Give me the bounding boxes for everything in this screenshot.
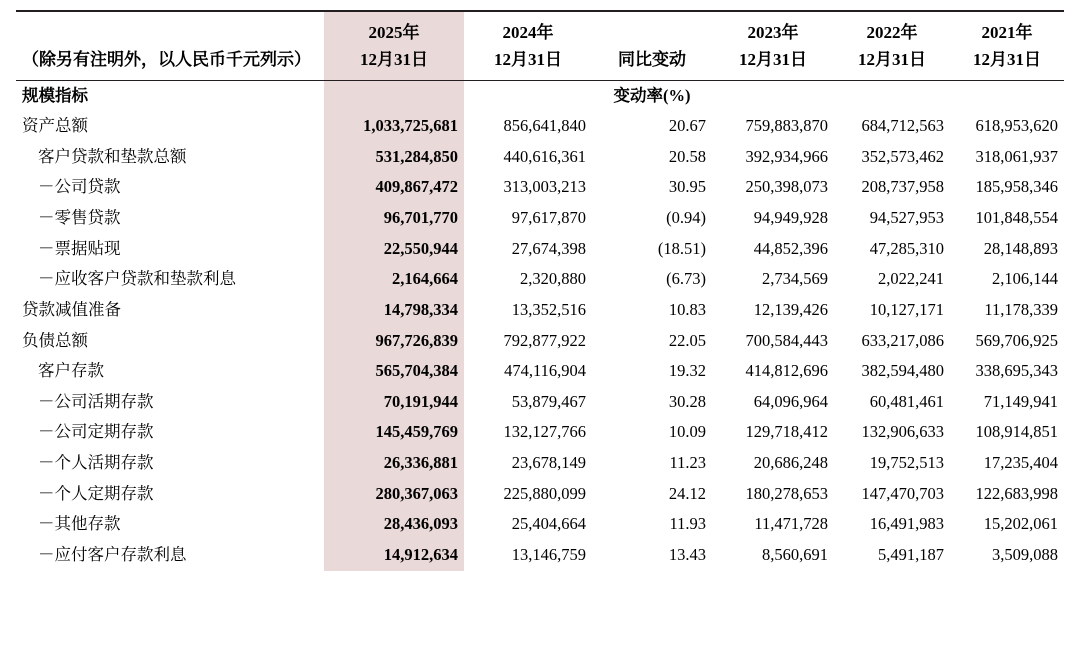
row-value-y2023: 20,686,248 — [753, 453, 828, 472]
row-value-y2024: 132,127,766 — [503, 422, 586, 442]
section-label-cell — [16, 80, 324, 111]
row-value-y2023: 759,883,870 — [745, 116, 828, 136]
row-value-y2022: 60,481,461 — [869, 391, 944, 411]
row-value-y2024: 27,674,398 — [511, 238, 586, 258]
table-row — [16, 448, 1064, 479]
financial-summary-table — [16, 10, 1064, 571]
row-value-y2025: 967,726,839 — [324, 326, 464, 357]
row-label: －个人活期存款 — [38, 453, 154, 472]
row-value-y2023: 392,934,966 — [745, 146, 828, 166]
row-value-y2022: 5,491,187 — [878, 544, 944, 564]
header-year-label-y2025: 2025年 — [368, 23, 420, 42]
row-label: －公司贷款 — [38, 177, 121, 197]
row-value-y2021: 2,106,144 — [992, 269, 1058, 289]
row-value-change: 10.83 — [668, 299, 706, 319]
row-value-y2021: 569,706,925 — [975, 330, 1058, 350]
table-section-row — [16, 80, 1064, 111]
row-value-y2023: 11,471,728 — [754, 514, 828, 534]
header-date-chg — [592, 46, 712, 79]
row-value-y2024: 97,617,870 — [511, 208, 586, 227]
row-value-change: 20.67 — [668, 116, 706, 136]
row-label-cell — [16, 509, 324, 540]
table-row — [16, 479, 1064, 510]
row-value-y2021: 11,178,339 — [984, 299, 1058, 319]
header-date-label-y2025: 12月31日 — [360, 50, 428, 70]
row-value-y2022: 352,573,462 — [861, 146, 944, 166]
row-value-y2021: 618,953,620 — [975, 116, 1058, 136]
header-date-label-y2022: 12月31日 — [858, 50, 926, 70]
row-value-y2025: 14,912,634 — [324, 540, 464, 571]
row-value-y2025: 22,550,944 — [324, 234, 464, 265]
row-value-y2025: 14,798,334 — [324, 295, 464, 326]
row-label: －公司活期存款 — [38, 391, 154, 411]
row-value-change: 30.95 — [668, 177, 706, 197]
row-value-y2021: 108,914,851 — [975, 422, 1058, 442]
row-value-y2023: 700,584,443 — [745, 330, 828, 350]
row-value-y2024: 440,616,361 — [503, 146, 586, 166]
row-value-y2024: 225,880,099 — [503, 483, 586, 503]
row-value-y2021: 122,683,998 — [975, 483, 1058, 503]
row-label-cell — [16, 479, 324, 510]
row-value-y2023: 2,734,569 — [762, 269, 828, 289]
row-value-y2021: 338,695,343 — [975, 361, 1058, 381]
row-value-y2025: 2,164,664 — [324, 264, 464, 295]
row-value-y2021: 101,848,554 — [975, 208, 1058, 227]
row-value-y2022: 382,594,480 — [861, 361, 944, 381]
row-value-y2023: 414,812,696 — [745, 361, 828, 381]
row-label: －应付客户存款利息 — [38, 544, 187, 564]
row-value-y2025: 70,191,944 — [324, 387, 464, 418]
row-value-y2023: 94,949,928 — [753, 208, 828, 227]
change-unit-label: 变动率(%) — [613, 85, 691, 105]
row-value-y2022: 147,470,703 — [861, 483, 944, 503]
header-year-y2022 — [834, 11, 950, 46]
row-value-change: 13.43 — [668, 544, 706, 564]
table-header-date-row — [16, 46, 1064, 79]
row-label: －零售贷款 — [38, 208, 121, 227]
header-date-label-y2021: 12月31日 — [973, 50, 1041, 70]
row-label-cell — [16, 234, 324, 265]
row-value-y2025: 26,336,881 — [324, 448, 464, 479]
row-value-y2021: 15,202,061 — [983, 514, 1058, 534]
row-value-y2024: 792,877,922 — [503, 330, 586, 350]
row-value-y2023: 64,096,964 — [753, 391, 828, 411]
table-row — [16, 417, 1064, 448]
row-value-y2022: 16,491,983 — [869, 514, 944, 534]
header-year-label-chg — [592, 23, 712, 36]
row-label: 负债总额 — [22, 330, 88, 350]
row-value-y2024: 13,352,516 — [511, 299, 586, 319]
section-label: 规模指标 — [22, 85, 88, 105]
row-value-y2021: 28,148,893 — [983, 238, 1058, 258]
table-row — [16, 172, 1064, 203]
section-blank-y2025 — [324, 80, 464, 111]
header-year-label-y2022: 2022年 — [866, 23, 918, 42]
row-label: －个人定期存款 — [38, 483, 154, 503]
row-value-y2022: 47,285,310 — [869, 238, 944, 258]
row-value-y2021: 17,235,404 — [983, 453, 1058, 472]
row-label: －应收客户贷款和垫款利息 — [38, 269, 236, 289]
row-value-y2025: 96,701,770 — [324, 203, 464, 234]
row-label: 贷款减值准备 — [22, 299, 121, 319]
row-label-cell — [16, 448, 324, 479]
financial-table-page — [0, 10, 1080, 666]
row-label-cell — [16, 203, 324, 234]
row-label-cell — [16, 387, 324, 418]
row-value-y2022: 633,217,086 — [861, 330, 944, 350]
row-value-y2022: 94,527,953 — [869, 208, 944, 227]
row-value-change: (18.51) — [657, 238, 706, 258]
table-row — [16, 203, 1064, 234]
header-date-y2022 — [834, 46, 950, 79]
row-value-y2024: 313,003,213 — [503, 177, 586, 197]
row-label-cell — [16, 111, 324, 142]
table-row — [16, 356, 1064, 387]
header-date-label-chg: 同比变动 — [618, 50, 686, 70]
table-row — [16, 295, 1064, 326]
row-value-y2024: 25,404,664 — [511, 514, 586, 534]
row-value-change: 22.05 — [668, 330, 706, 350]
table-row — [16, 540, 1064, 571]
row-value-change: 11.23 — [669, 453, 706, 472]
row-value-y2023: 180,278,653 — [745, 483, 828, 503]
row-value-y2023: 129,718,412 — [745, 422, 828, 442]
row-value-y2024: 53,879,467 — [511, 391, 586, 411]
row-value-change: 24.12 — [668, 483, 706, 503]
row-value-change: 11.93 — [669, 514, 706, 534]
row-value-y2025: 565,704,384 — [324, 356, 464, 387]
table-row — [16, 387, 1064, 418]
header-date-label-y2024: 12月31日 — [494, 50, 562, 70]
row-label: 客户贷款和垫款总额 — [38, 146, 187, 166]
row-value-y2024: 2,320,880 — [520, 269, 586, 289]
header-date-y2021 — [950, 46, 1064, 79]
header-year-label-y2024: 2024年 — [502, 23, 554, 42]
row-label: －其他存款 — [38, 514, 121, 534]
row-value-change: (0.94) — [666, 208, 706, 227]
row-label: 客户存款 — [38, 361, 104, 381]
header-date-y2023 — [712, 46, 834, 79]
row-label: －公司定期存款 — [38, 422, 154, 442]
row-value-change: 19.32 — [668, 361, 706, 381]
row-label-cell — [16, 142, 324, 173]
row-value-y2021: 3,509,088 — [992, 544, 1058, 564]
header-year-y2024 — [464, 11, 592, 46]
header-unit-blank — [16, 11, 324, 46]
table-header-year-row — [16, 11, 1064, 46]
header-date-y2025 — [324, 46, 464, 79]
row-value-y2022: 132,906,633 — [861, 422, 944, 442]
row-value-change: 10.09 — [668, 422, 706, 442]
header-year-label-y2023: 2023年 — [747, 23, 799, 42]
row-label-cell — [16, 417, 324, 448]
table-row — [16, 234, 1064, 265]
row-value-change: (6.73) — [666, 269, 706, 289]
row-value-y2025: 28,436,093 — [324, 509, 464, 540]
row-value-change: 30.28 — [668, 391, 706, 411]
row-value-y2025: 531,284,850 — [324, 142, 464, 173]
table-row — [16, 326, 1064, 357]
row-value-y2022: 2,022,241 — [878, 269, 944, 289]
section-blank-y2024 — [464, 80, 592, 111]
row-value-y2025: 280,367,063 — [324, 479, 464, 510]
header-date-label-y2023: 12月31日 — [739, 50, 807, 70]
row-value-change: 20.58 — [668, 146, 706, 166]
row-value-y2023: 12,139,426 — [753, 299, 828, 319]
header-year-chg — [592, 11, 712, 46]
row-label-cell — [16, 295, 324, 326]
table-row — [16, 264, 1064, 295]
row-label: 资产总额 — [22, 116, 88, 136]
header-year-y2023 — [712, 11, 834, 46]
row-value-y2022: 684,712,563 — [861, 116, 944, 136]
header-year-label-y2021: 2021年 — [981, 23, 1033, 42]
row-value-y2024: 856,641,840 — [503, 116, 586, 136]
row-label-cell — [16, 326, 324, 357]
section-blank-y2021 — [950, 80, 1064, 111]
row-label-cell — [16, 356, 324, 387]
row-value-y2024: 23,678,149 — [511, 453, 586, 472]
row-value-y2025: 409,867,472 — [324, 172, 464, 203]
row-value-y2023: 44,852,396 — [753, 238, 828, 258]
section-blank-y2022 — [834, 80, 950, 111]
table-row — [16, 142, 1064, 173]
header-year-y2021 — [950, 11, 1064, 46]
row-value-y2023: 8,560,691 — [762, 544, 828, 564]
row-label-cell — [16, 264, 324, 295]
unit-note: （除另有注明外，以人民币千元列示） — [22, 50, 311, 70]
header-year-y2025 — [324, 11, 464, 46]
table-row — [16, 509, 1064, 540]
row-value-y2022: 208,737,958 — [861, 177, 944, 197]
row-value-y2021: 318,061,937 — [975, 146, 1058, 166]
table-row — [16, 111, 1064, 142]
section-blank-y2023 — [712, 80, 834, 111]
row-value-y2024: 474,116,904 — [504, 361, 586, 381]
header-unit-note-cell — [16, 46, 324, 79]
row-label-cell — [16, 172, 324, 203]
row-value-y2025: 1,033,725,681 — [324, 111, 464, 142]
row-value-y2022: 19,752,513 — [869, 453, 944, 472]
row-value-y2024: 13,146,759 — [511, 544, 586, 564]
row-value-y2023: 250,398,073 — [745, 177, 828, 197]
section-change-unit-cell — [592, 80, 712, 111]
row-value-y2022: 10,127,171 — [869, 299, 944, 319]
row-label-cell — [16, 540, 324, 571]
row-value-y2025: 145,459,769 — [324, 417, 464, 448]
header-date-y2024 — [464, 46, 592, 79]
row-label: －票据贴现 — [38, 238, 121, 258]
row-value-y2021: 71,149,941 — [983, 391, 1058, 411]
row-value-y2021: 185,958,346 — [975, 177, 1058, 197]
